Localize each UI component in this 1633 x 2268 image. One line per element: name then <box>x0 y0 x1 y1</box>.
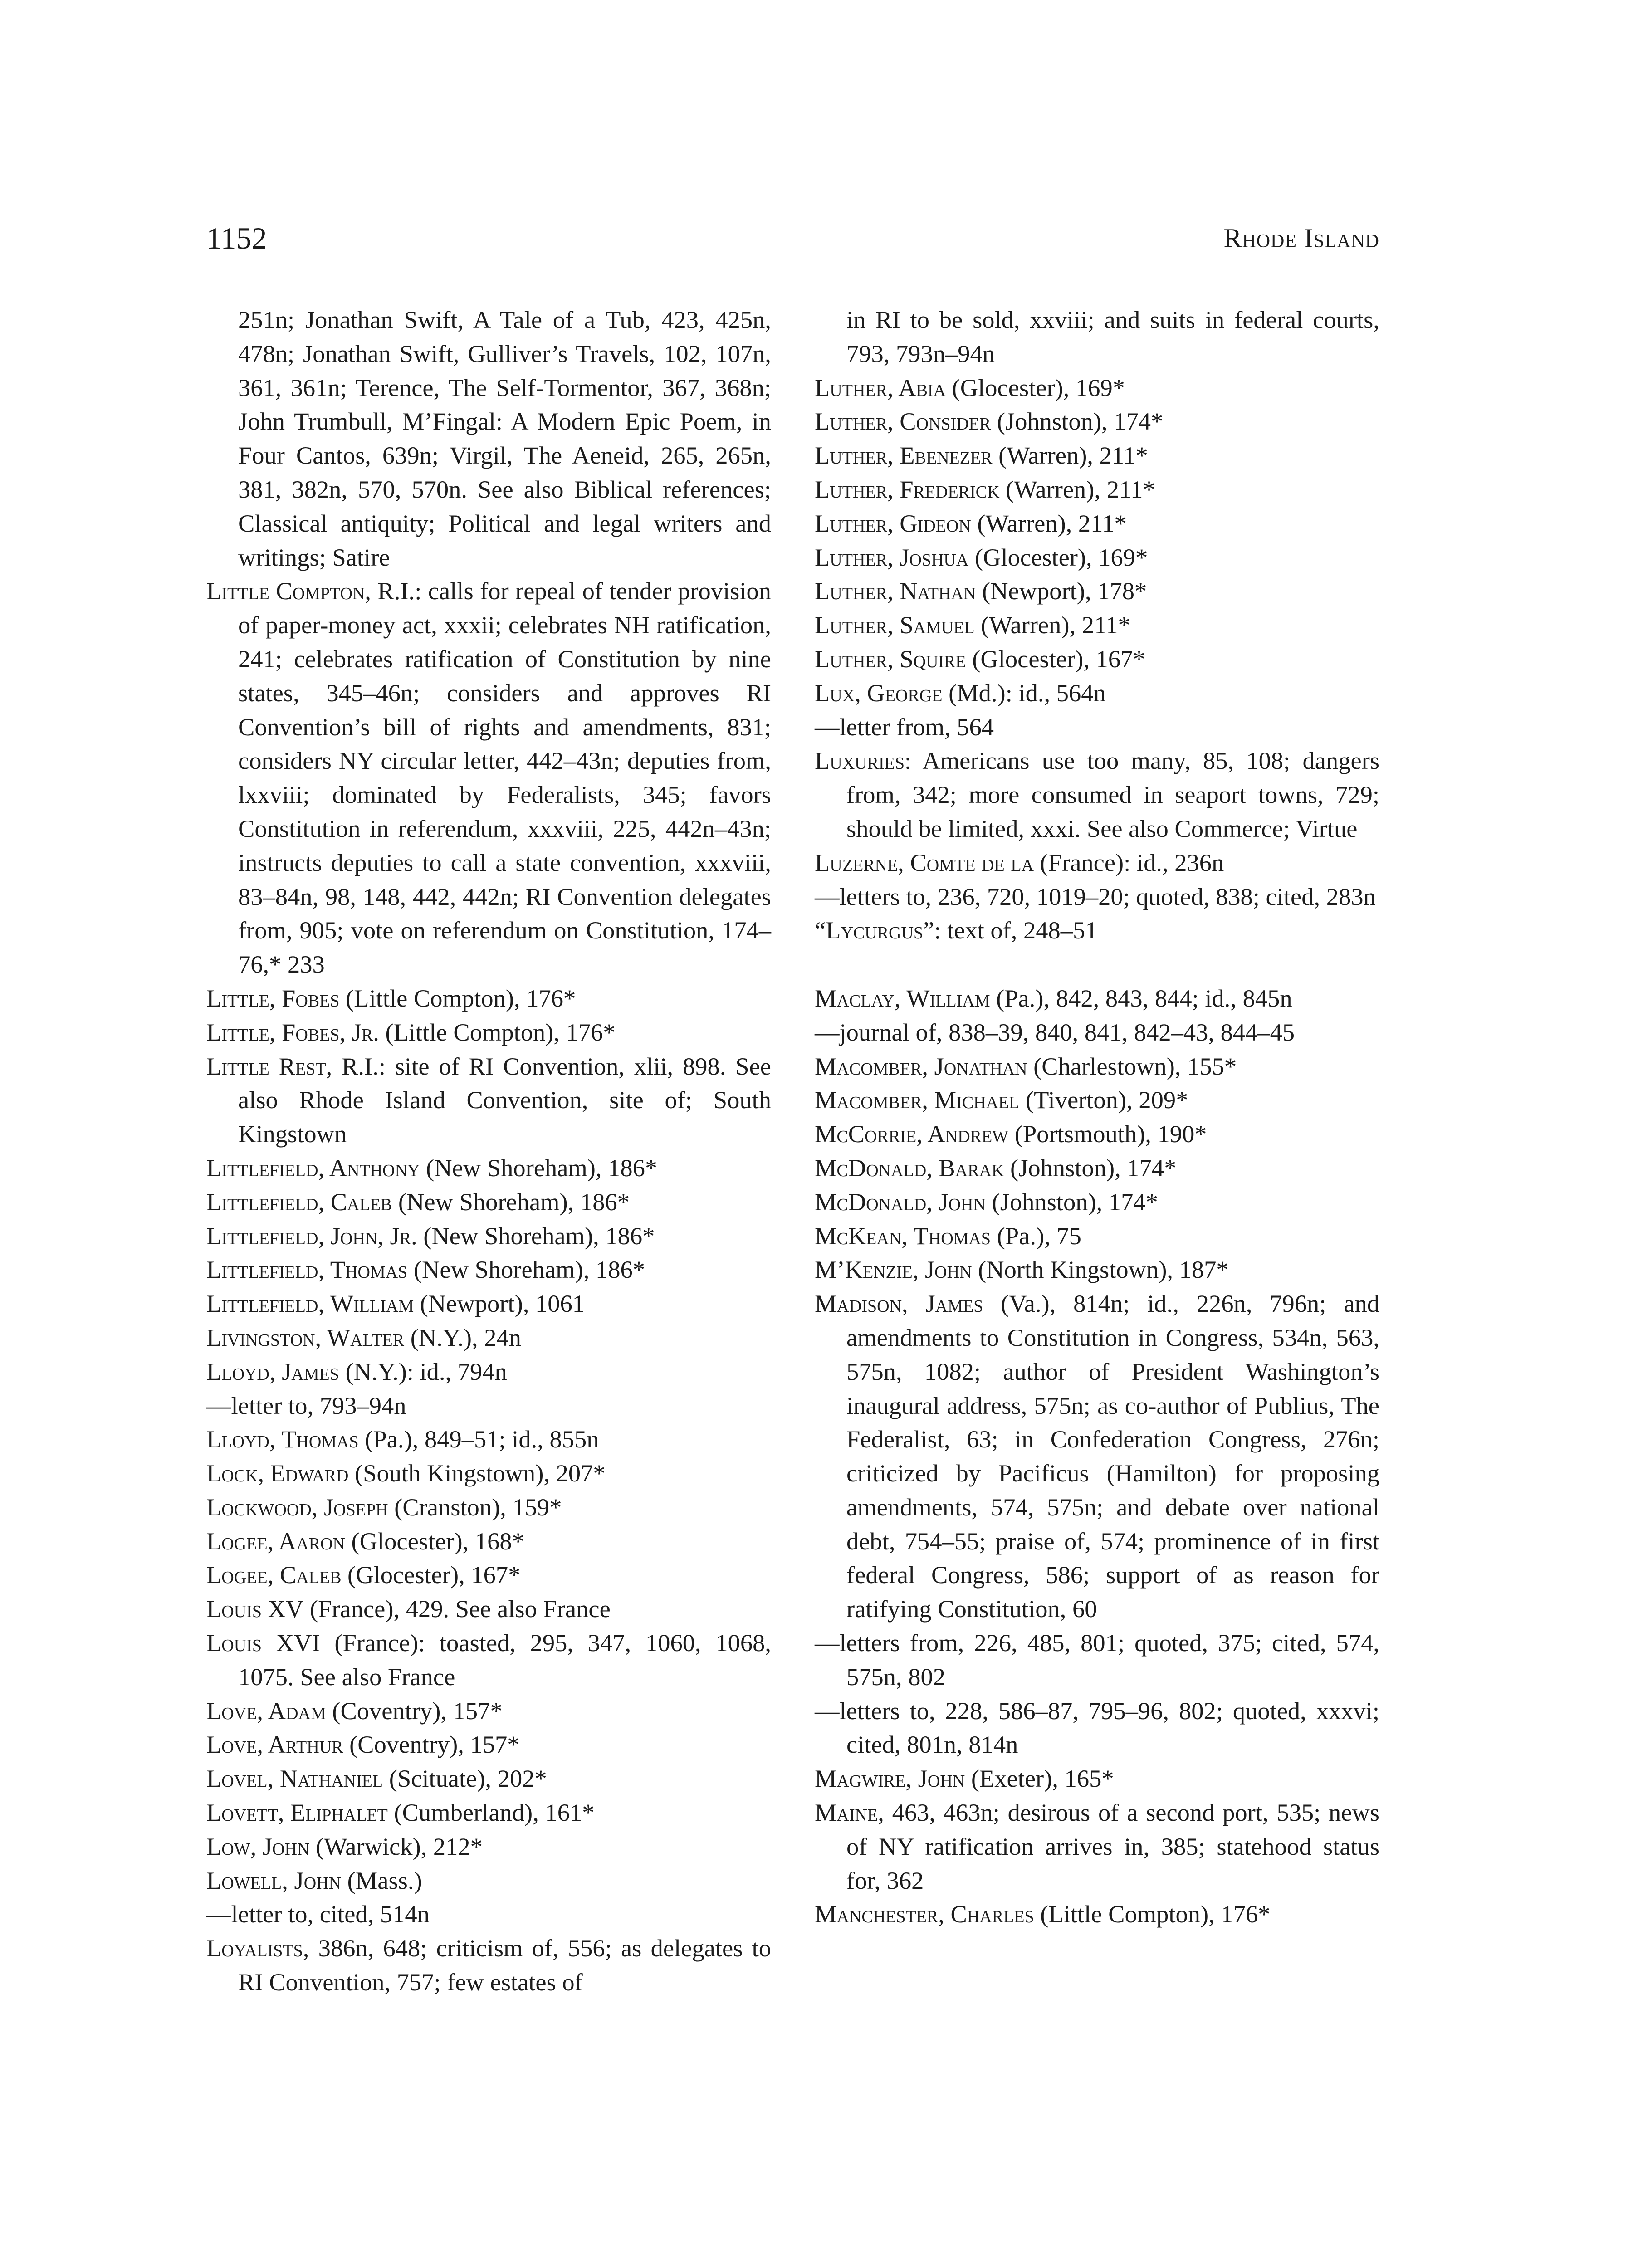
index-entry <box>815 1762 1379 1796</box>
index-entry <box>206 1694 771 1728</box>
index-entry-heading: Little, Fobes <box>206 984 340 1012</box>
index-entry-text: : text of, 248–51 <box>934 916 1098 944</box>
index-entry-heading: Littlefield, Caleb <box>206 1188 392 1216</box>
index-entry-text: (Johnston), 174* <box>991 407 1164 435</box>
index-entry-text: (Glocester), 169* <box>968 543 1148 571</box>
index-entry-text: : calls for repeal of tender provision of paper-money act, xxxii; celebrates NH ratification, 241; celebrates ratification of Constitution by nine states, 345–46n; considers and approves RI Convention’s bill of rights and amendments, 831; considers NY circular letter, 442–43n; deputies from, lxxviii; dominated by Federalists, 345; favors Constitution in referendum, xxxviii, 225, 442n–43n; instructs deputies to call a state convention, xxxviii, 83–84n, 98, 148, 442, 442n; RI Convention delegates from, 905; vote on referendum on Constitution, 174–76,* 233 <box>238 577 771 978</box>
index-entry-heading: Loyalists <box>206 1934 303 1962</box>
index-column-left <box>206 303 771 1999</box>
index-entry-text: (France): toasted, 295, 347, 1060, 1068, 1075. See also France <box>238 1629 771 1691</box>
index-entry-text: (N.Y.), 24n <box>404 1323 521 1351</box>
index-entry-text: (Warren), 211* <box>992 441 1148 469</box>
index-entry <box>206 1253 771 1287</box>
index-entry <box>206 1558 771 1592</box>
index-entry <box>815 744 1379 846</box>
index-entry-heading: Little Rest, R.I. <box>206 1052 379 1080</box>
index-entry <box>206 1525 771 1559</box>
index-entry-text: (Newport), 178* <box>976 577 1147 605</box>
index-entry-text: (Coventry), 157* <box>343 1730 520 1759</box>
index-entry <box>815 1253 1379 1287</box>
index-subentry <box>206 1897 771 1931</box>
index-entry-heading: Macomber, Michael <box>815 1086 1020 1114</box>
index-entry-heading: Luther, Nathan <box>815 577 976 605</box>
index-entry <box>815 846 1379 880</box>
index-entry-heading: Maine <box>815 1799 878 1827</box>
index-entry <box>815 405 1379 439</box>
index-entry-heading: Luther, Squire <box>815 645 966 673</box>
index-entry <box>206 1422 771 1457</box>
index-entry-heading: Madison, James <box>815 1290 983 1318</box>
index-entry-heading: Lovett, Eliphalet <box>206 1799 388 1827</box>
index-entry <box>815 1083 1379 1117</box>
index-entry <box>206 1830 771 1864</box>
index-entry-heading: Lovel, Nathaniel <box>206 1765 383 1793</box>
index-entry-heading: Love, Arthur <box>206 1730 343 1759</box>
index-entry <box>206 1457 771 1491</box>
index-entry-text: (Pa.), 849–51; id., 855n <box>358 1425 599 1453</box>
index-entry <box>206 1864 771 1898</box>
index-entry <box>815 439 1379 473</box>
index-entry-text: (Mass.) <box>341 1866 422 1894</box>
index-entry <box>206 1626 771 1694</box>
index-entry-text: (Pa.), 75 <box>991 1222 1081 1250</box>
index-entry-text: —letter to, cited, 514n <box>206 1900 430 1928</box>
index-entry-heading: Luther, Abia <box>815 373 946 401</box>
index-entry-text: (Warwick), 212* <box>309 1832 483 1860</box>
index-entry-heading: Luxuries <box>815 747 905 775</box>
page-number: 1152 <box>206 221 267 255</box>
index-entry-heading: M’Kenzie, John <box>815 1256 972 1284</box>
index-entry-heading: Luther, Consider <box>815 407 991 435</box>
index-entry-text: (Warren), 211* <box>971 509 1127 537</box>
index-entry <box>206 1321 771 1355</box>
index-entry <box>815 608 1379 642</box>
index-entry-text: —letter from, 564 <box>815 713 994 741</box>
index-entry-heading: Lock, Edward <box>206 1459 349 1487</box>
index-entry <box>206 1491 771 1525</box>
index-entry <box>815 676 1379 710</box>
index-entry-heading: Luther, Frederick <box>815 475 1000 503</box>
index-entry-heading: Logee, Caleb <box>206 1561 342 1589</box>
index-entry-text: (Exeter), 165* <box>965 1765 1114 1793</box>
index-entry-text: in RI to be sold, xxviii; and suits in federal courts, 793, 793n–94n <box>846 306 1379 367</box>
index-entry-heading: Luther, Samuel <box>815 611 975 639</box>
index-entry <box>206 1592 771 1626</box>
index-entry-heading: McKean, Thomas <box>815 1222 991 1250</box>
index-entry <box>815 541 1379 575</box>
index-entry-text: (Warren), 211* <box>999 475 1155 503</box>
index-subentry <box>815 1694 1379 1762</box>
page-header <box>206 218 1379 259</box>
index-entry <box>815 1185 1379 1219</box>
index-column-right <box>815 303 1379 1931</box>
index-entry-heading: “Lycurgus” <box>815 916 934 944</box>
index-entry-heading: Livingston, Walter <box>206 1323 405 1351</box>
index-entry <box>815 914 1379 948</box>
index-entry-text: , 463, 463n; desirous of a second port, 535; news of NY ratification arrives in, 385; statehood status for, 362 <box>846 1799 1379 1894</box>
index-entry <box>206 1796 771 1830</box>
index-entry-text: , 386n, 648; criticism of, 556; as delegates to RI Convention, 757; few estates of <box>238 1934 771 1996</box>
index-entry <box>815 371 1379 405</box>
index-entry-continuation <box>815 303 1379 371</box>
index-entry <box>815 1897 1379 1931</box>
index-entry-heading: Maclay, William <box>815 984 990 1012</box>
index-entry <box>206 1931 771 1999</box>
index-entry-heading: Low, John <box>206 1832 310 1860</box>
index-entry <box>206 1050 771 1151</box>
index-entry-text: (Portsmouth), 190* <box>1008 1120 1207 1148</box>
index-entry <box>206 1355 771 1389</box>
index-entry <box>815 1219 1379 1253</box>
index-entry-heading: Macomber, Jonathan <box>815 1052 1027 1080</box>
index-entry <box>206 1016 771 1050</box>
index-entry-text: (Cranston), 159* <box>388 1493 562 1521</box>
index-entry <box>206 1287 771 1321</box>
index-entry <box>815 1050 1379 1084</box>
index-entry <box>206 982 771 1016</box>
index-entry-heading: Love, Adam <box>206 1696 326 1725</box>
index-entry-text: (Scituate), 202* <box>383 1765 547 1793</box>
index-entry-heading: McDonald, Barak <box>815 1154 1004 1182</box>
index-entry-heading: Lockwood, Joseph <box>206 1493 388 1521</box>
index-entry-text: (France): id., 236n <box>1033 848 1224 876</box>
index-entry-continuation <box>206 303 771 574</box>
index-entry-text: (New Shoreham), 186* <box>392 1188 630 1216</box>
index-entry <box>206 1728 771 1762</box>
index-entry-heading: Magwire, John <box>815 1765 965 1793</box>
index-entry-text: (New Shoreham), 186* <box>407 1256 645 1284</box>
index-entry <box>815 642 1379 676</box>
index-entry-text: (Glocester), 169* <box>946 373 1125 401</box>
index-entry-heading: Lloyd, Thomas <box>206 1425 359 1453</box>
index-entry-text: —letters from, 226, 485, 801; quoted, 375; cited, 574, 575n, 802 <box>815 1629 1379 1691</box>
index-entry-text: (Cumberland), 161* <box>387 1799 595 1827</box>
index-entry-heading: Manchester, Charles <box>815 1900 1034 1928</box>
index-entry <box>206 1219 771 1253</box>
index-entry-text: —letters to, 228, 586–87, 795–96, 802; quoted, xxxvi; cited, 801n, 814n <box>815 1696 1379 1759</box>
index-entry-text: : Americans use too many, 85, 108; dangers from, 342; more consumed in seaport towns, 729; should be limited, xxxi. See also Commerce; Virtue <box>846 747 1379 842</box>
index-entry <box>815 1796 1379 1897</box>
index-entry-heading: Lux, George <box>815 679 943 707</box>
index-entry-heading: Lowell, John <box>206 1866 342 1894</box>
index-entry-heading: Lloyd, James <box>206 1357 339 1385</box>
index-entry <box>815 1117 1379 1151</box>
index-entry <box>815 473 1379 507</box>
index-subentry <box>815 1016 1379 1050</box>
index-entry <box>206 1151 771 1185</box>
index-entry-text: —letter to, 793–94n <box>206 1391 406 1419</box>
index-entry-text: (France), 429. See also France <box>303 1595 611 1623</box>
index-entry-heading: Louis XVI <box>206 1629 320 1657</box>
index-entry-heading: McDonald, John <box>815 1188 986 1216</box>
index-entry-text: (Pa.), 842, 843, 844; id., 845n <box>990 984 1292 1012</box>
index-entry-heading: Logee, Aaron <box>206 1527 345 1555</box>
index-entry-text: (Glocester), 167* <box>966 645 1145 673</box>
index-entry-heading: Littlefield, William <box>206 1290 414 1318</box>
index-entry-heading: Littlefield, John, Jr. <box>206 1222 417 1250</box>
index-entry-text: : site of RI Convention, xlii, 898. See also Rhode Island Convention, site of; South Kingstown <box>238 1052 771 1148</box>
index-entry <box>815 1151 1379 1185</box>
index-subentry <box>815 880 1379 914</box>
index-entry-text: 251n; Jonathan Swift, A Tale of a Tub, 423, 425n, 478n; Jonathan Swift, Gulliver’s Travels, 102, 107n, 361, 361n; Terence, The Self-Tormentor, 367, 368n; John Trumbull, M’Fingal: A Modern Epic Poem, in Four Cantos, 639n; Virgil, The Aeneid, 265, 265n, 381, 382n, 570, 570n. See also Biblical references; Classical antiquity; Political and legal writers and writings; Satire <box>238 306 771 571</box>
index-entry-text: (Coventry), 157* <box>326 1696 503 1725</box>
index-entry <box>206 1762 771 1796</box>
index-entry-text: (South Kingstown), 207* <box>348 1459 606 1487</box>
index-entry-heading: Luther, Ebenezer <box>815 441 993 469</box>
index-entry-heading: Little Compton, R.I. <box>206 577 415 605</box>
index-entry-heading: Littlefield, Anthony <box>206 1154 420 1182</box>
index-subentry <box>815 1626 1379 1694</box>
index-entry <box>815 982 1379 1016</box>
index-entry-text: (Va.), 814n; id., 226n, 796n; and amendments to Constitution in Congress, 534n, 563, 575n, 1082; author of President Washington’s inaugural address, 575n; as co-author of Publius, The Federalist, 63; in Confederation Congress, 276n; criticized by Pacificus (Hamilton) for proposing amendments, 574, 575n; and debate over national debt, 754–55; praise of, 574; prominence of in first federal Congress, 586; support of as reason for ratifying Constitution, 60 <box>846 1290 1379 1623</box>
index-entry-text: (Little Compton), 176* <box>339 984 576 1012</box>
running-head: Rhode Island <box>1223 223 1379 253</box>
index-entry-text: (Johnston), 174* <box>1004 1154 1177 1182</box>
index-subentry <box>206 1389 771 1423</box>
index-entry-text: (Tiverton), 209* <box>1019 1086 1188 1114</box>
index-entry-heading: Luther, Joshua <box>815 543 969 571</box>
index-entry-heading: McCorrie, Andrew <box>815 1120 1009 1148</box>
index-entry-text: (Johnston), 174* <box>985 1188 1158 1216</box>
index-entry-heading: Little, Fobes, Jr. <box>206 1018 379 1046</box>
index-entry-text: —letters to, 236, 720, 1019–20; quoted, 838; cited, 283n <box>815 882 1376 910</box>
index-entry-text: (North Kingstown), 187* <box>972 1256 1229 1284</box>
index-entry-text: (Charlestown), 155* <box>1027 1052 1237 1080</box>
index-entry-text: (Newport), 1061 <box>414 1290 585 1318</box>
index-entry-heading: Luther, Gideon <box>815 509 971 537</box>
index-entry-text: —journal of, 838–39, 840, 841, 842–43, 844–45 <box>815 1018 1295 1046</box>
index-entry-heading: Luzerne, Comte de la <box>815 848 1034 876</box>
index-entry-text: (New Shoreham), 186* <box>417 1222 655 1250</box>
index-entry-text: (Glocester), 168* <box>345 1527 524 1555</box>
index-entry-heading: Louis XV <box>206 1595 304 1623</box>
index-entry-text: (New Shoreham), 186* <box>420 1154 658 1182</box>
index-entry-text: (Little Compton), 176* <box>379 1018 616 1046</box>
index-entry <box>206 1185 771 1219</box>
index-entry-text: (Little Compton), 176* <box>1034 1900 1271 1928</box>
index-entry-text: (N.Y.): id., 794n <box>339 1357 507 1385</box>
index-subentry <box>815 710 1379 744</box>
index-entry <box>815 574 1379 608</box>
index-entry <box>815 507 1379 541</box>
index-entry <box>815 1287 1379 1626</box>
index-entry-text: (Md.): id., 564n <box>942 679 1106 707</box>
index-entry-heading: Littlefield, Thomas <box>206 1256 408 1284</box>
index-entry-text: (Glocester), 167* <box>341 1561 521 1589</box>
index-entry-text: (Warren), 211* <box>974 611 1130 639</box>
index-entry <box>206 574 771 982</box>
